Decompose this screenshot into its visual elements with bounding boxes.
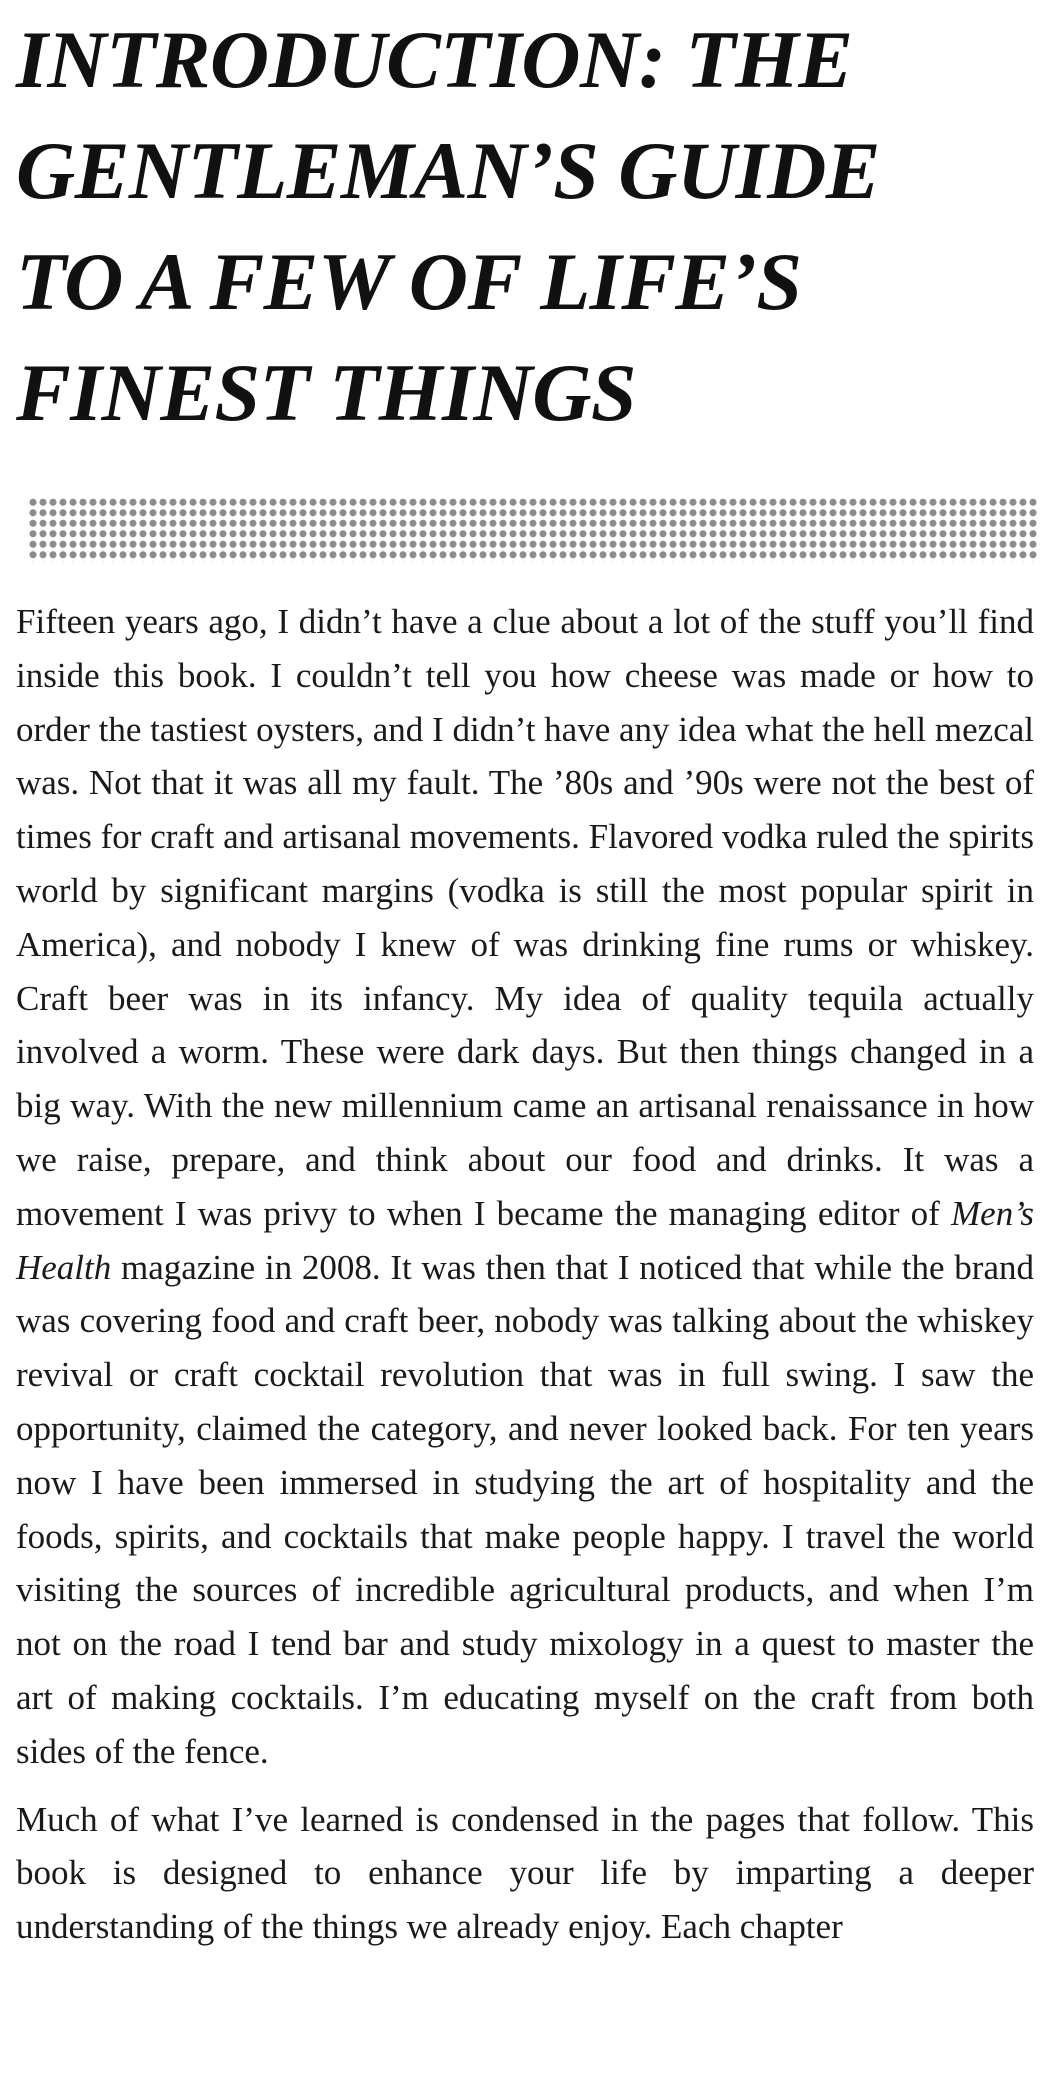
magazine-title: Men’s Health [16, 1193, 1034, 1287]
chapter-title [16, 0, 1034, 448]
book-page [16, 0, 1034, 1954]
dotted-divider [28, 497, 1038, 562]
paragraph-1 [16, 595, 1034, 1779]
body-text [16, 595, 1034, 1954]
paragraph-2: Much of what I’ve learned is condensed in the pages that follow. This book is designed to enhance your life by imparting a deeper understanding of the things we already enjoy. Each chapter [16, 1799, 1034, 1947]
paragraph-1-part-2: magazine in 2008. It was then that I noticed that while the brand was covering food and craft beer, nobody was talking about the whiskey revival or craft cocktail revolution that was in full swing. I saw the opportunity, claimed the category, and never looked back. For ten years now I have been immersed in studying the art of hospitality and the foods, spirits, and cocktails that make people happy. I travel the world visiting the sources of incredible agricultural products, and when I’m not on the road I tend bar and study mixology in a quest to master the art of making cocktails. I’m educating myself on the craft from both sides of the fence. [16, 1247, 1034, 1771]
chapter-title-line-4: FINEST THINGS [16, 347, 637, 438]
chapter-title-line-3: TO A FEW OF LIFE’S [16, 236, 802, 327]
chapter-title-line-1: INTRODUCTION: THE [16, 14, 853, 105]
chapter-title-line-2: GENTLEMAN’S GUIDE [16, 125, 880, 216]
paragraph-1-part-1: Fifteen years ago, I didn’t have a clue about a lot of the stuff you’ll find inside this book. I couldn’t tell you how cheese was made or how to order the tastiest oysters, and I didn’t have any idea what the hell mezcal was. Not that it was all my fault. The ’80s and ’90s were not the best of times for craft and artisanal movements. Flavored vodka ruled the spirits world by significant margins (vodka is still the most popular spirit in America), and nobody I knew of was drinking fine rums or whiskey. Craft beer was in its infancy. My idea of quality tequila actually involved a worm. These were dark days. But then things changed in a big way. With the new millennium came an artisanal renaissance in how we raise, prepare, and think about our food and drinks. It was a movement I was privy to when I became the managing editor of [16, 602, 1034, 1233]
